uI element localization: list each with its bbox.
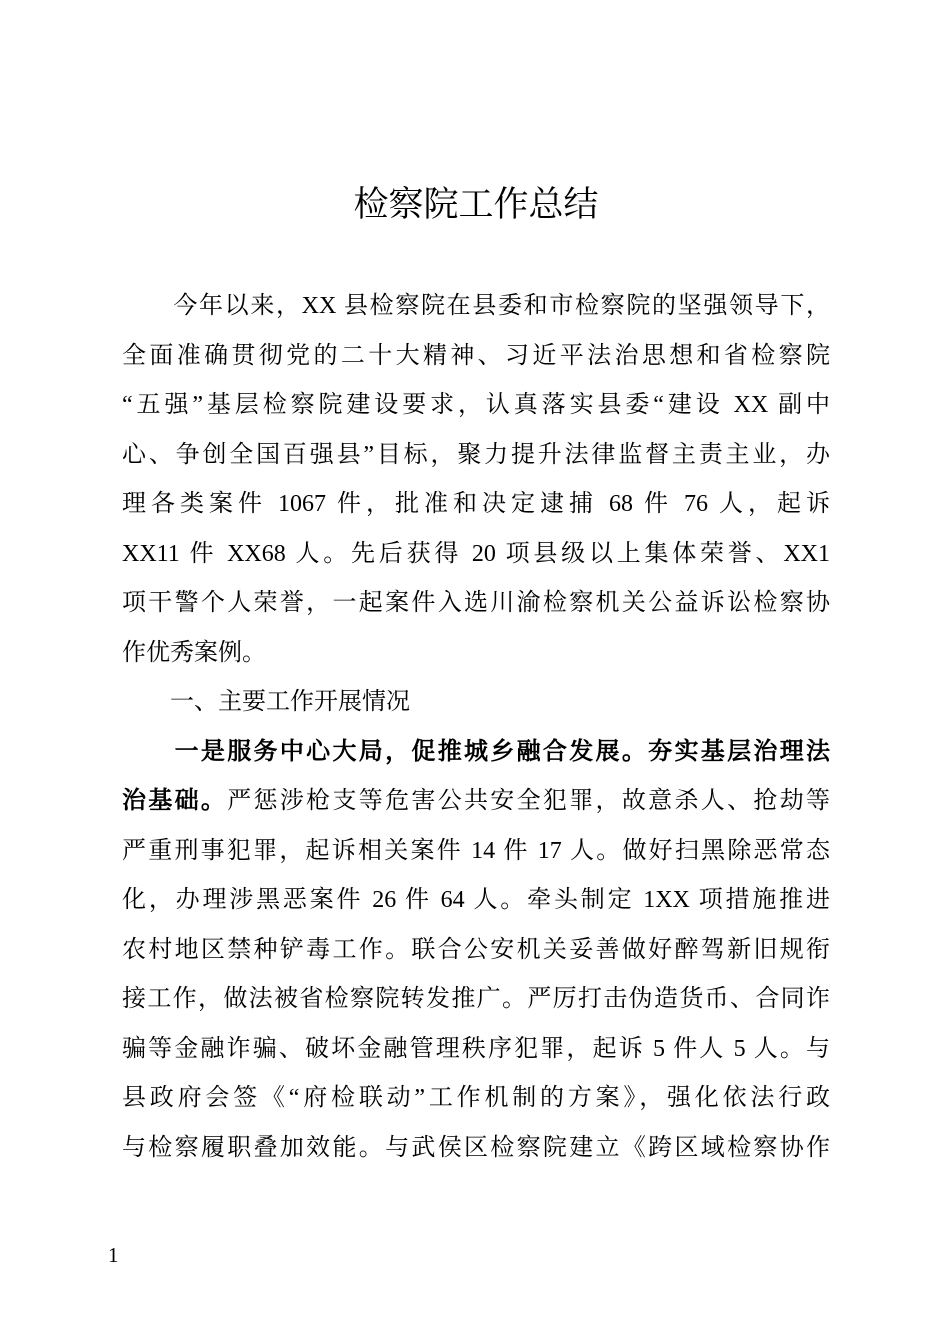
text-line xyxy=(122,777,830,827)
text-line xyxy=(122,827,830,877)
text-segment: 心、争创全国百强县”目标，聚力提升法律监督主责主业，办 xyxy=(122,441,830,468)
text-line xyxy=(122,579,830,629)
text-segment: “五强”基层检察院建设要求，认真落实县委“建设 XX 副中 xyxy=(122,392,830,418)
text-segment: 项干警个人荣誉，一起案件入选川渝检察机关公益诉讼检察协 xyxy=(122,590,830,616)
bold-text-segment: 治基础。 xyxy=(122,788,228,814)
text-line xyxy=(122,728,830,778)
text-segment: 理各类案件 1067 件，批准和决定逮捕 68 件 76 人，起诉 xyxy=(122,491,830,517)
text-line xyxy=(122,876,830,926)
bold-text-segment: 一是服务中心大局，促推城乡融合发展。夯实基层治理法 xyxy=(122,738,830,765)
text-segment: 一、主要工作开展情况 xyxy=(122,689,410,715)
text-segment: 接工作，做法被省检察院转发推广。严厉打击伪造货币、合同诈 xyxy=(122,986,830,1012)
text-line xyxy=(122,431,830,481)
text-segment: 县政府会签《“府检联动”工作机制的方案》，强化依法行政 xyxy=(122,1085,830,1111)
text-line xyxy=(122,975,830,1025)
text-segment: 作优秀案例。 xyxy=(122,639,266,666)
text-line xyxy=(122,1074,830,1124)
text-segment: 今年以来，XX 县检察院在县委和市检察院的坚强领导下， xyxy=(122,293,830,319)
text-line xyxy=(122,629,830,679)
document-body xyxy=(122,282,830,1173)
text-segment: 严惩涉枪支等危害公共安全犯罪，故意杀人、抢劫等 xyxy=(227,788,830,814)
text-segment: XX11 件 XX68 人。先后获得 20 项县级以上集体荣誉、XX1 xyxy=(122,540,830,567)
text-segment: 农村地区禁种铲毒工作。联合公安机关妥善做好醉驾新旧规衔 xyxy=(122,936,830,963)
section-heading-line xyxy=(122,678,830,728)
text-segment: 全面准确贯彻党的二十大精神、习近平法治思想和省检察院 xyxy=(122,342,830,369)
text-line xyxy=(122,381,830,431)
page-number: 1 xyxy=(108,1243,119,1267)
text-line xyxy=(122,480,830,530)
text-line xyxy=(122,332,830,382)
text-line xyxy=(122,1025,830,1075)
text-segment: 骗等金融诈骗、破坏金融管理秩序犯罪，起诉 5 件人 5 人。与 xyxy=(122,1035,830,1062)
text-segment: 严重刑事犯罪，起诉相关案件 14 件 17 人。做好扫黑除恶常态 xyxy=(122,837,830,864)
document-title: 检察院工作总结 xyxy=(353,185,599,224)
text-line xyxy=(122,282,830,332)
text-segment: 化，办理涉黑恶案件 26 件 64 人。牵头制定 1XX 项措施推进 xyxy=(122,887,830,913)
text-segment: 与检察履职叠加效能。与武侯区检察院建立《跨区域检察协作 xyxy=(122,1134,830,1161)
text-line xyxy=(122,926,830,976)
text-line xyxy=(122,530,830,580)
text-line xyxy=(122,1124,830,1174)
